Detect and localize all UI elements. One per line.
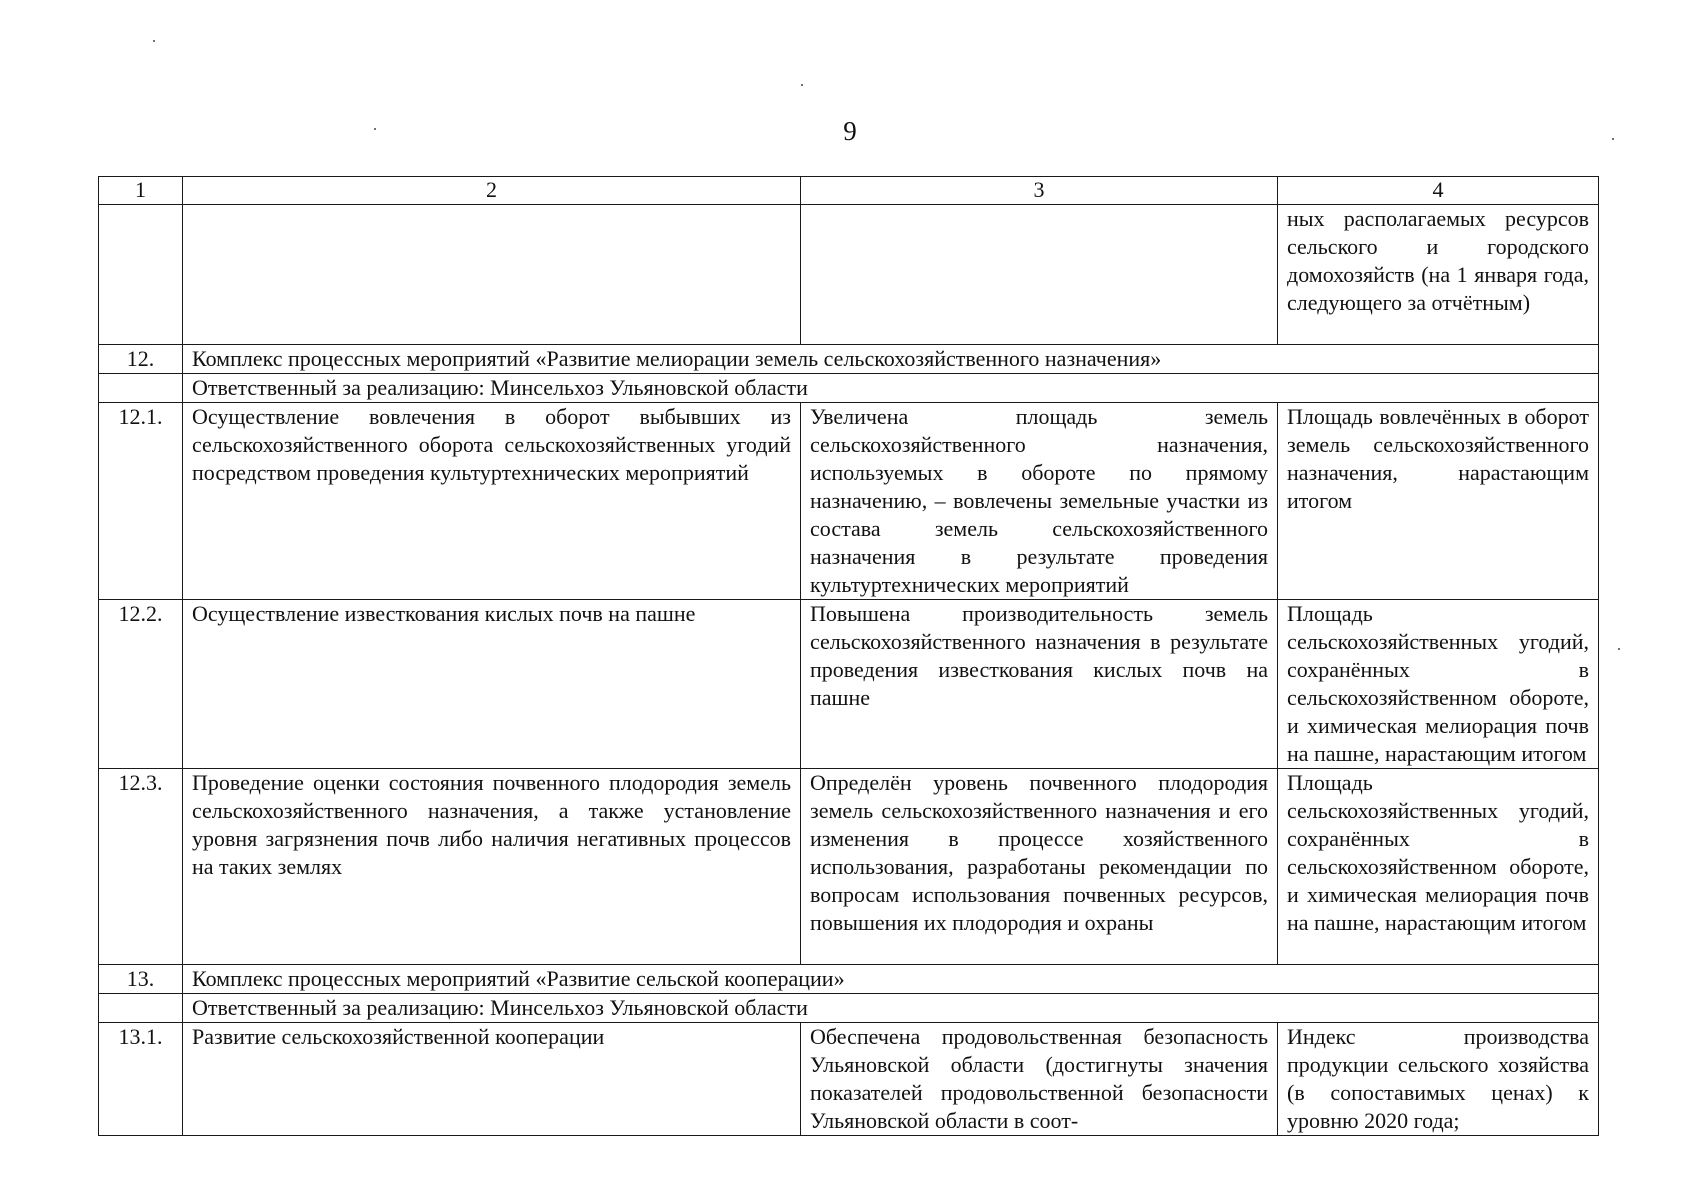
column-number-4: 4 <box>1278 177 1599 205</box>
table-row <box>99 403 1599 600</box>
section-responsible-row <box>99 994 1599 1023</box>
section-responsible: Ответственный за реализацию: Минсельхоз Ульяновской области <box>183 994 1599 1023</box>
table-row <box>99 1023 1599 1136</box>
row-number-cell <box>99 205 183 345</box>
scan-speck <box>153 40 155 42</box>
indicator-cell: Площадь сельскохозяйственных угодий, сохранённых в сельскохозяйственном обороте, и химическая мелиорация почв на пашне, нарастающим итогом <box>1278 600 1599 769</box>
column-number-2: 2 <box>183 177 801 205</box>
row-number-cell <box>99 994 183 1023</box>
task-cell: Осуществление вовлечения в оборот выбывших из сельскохозяйственного оборота сельскохозяйственных угодий посредством проведения культуртехнических мероприятий <box>183 403 801 600</box>
row-number: 12.3. <box>99 769 183 965</box>
indicator-cell: Площадь сельскохозяйственных угодий, сохранённых в сельскохозяйственном обороте, и химическая мелиорация почв на пашне, нарастающим итогом <box>1278 769 1599 965</box>
task-cell: Развитие сельскохозяйственной кооперации <box>183 1023 801 1136</box>
indicator-cell: ных располагаемых ресурсов сельского и городского домохозяйств (на 1 января года, следующего за отчётным) <box>1278 205 1599 345</box>
row-number: 12.1. <box>99 403 183 600</box>
column-number-1: 1 <box>99 177 183 205</box>
section-number: 12. <box>99 345 183 374</box>
task-cell: Проведение оценки состояния почвенного плодородия земель сельскохозяйственного назначения, а также установление уровня загрязнения почв либо наличия негативных процессов на таких землях <box>183 769 801 965</box>
indicator-cell: Индекс производства продукции сельского хозяйства (в сопоставимых ценах) к уровню 2020 года; <box>1278 1023 1599 1136</box>
measures-table <box>98 176 1599 1136</box>
page-number: 9 <box>843 116 857 146</box>
result-cell: Увеличена площадь земель сельскохозяйственного назначения, используемых в обороте по прямому назначению, – вовлечены земельные участки из состава земель сельскохозяйственного назначения в результате проведения культуртехнических мероприятий <box>801 403 1278 600</box>
section-responsible-row <box>99 374 1599 403</box>
section-title-row <box>99 965 1599 994</box>
result-cell: Определён уровень почвенного плодородия земель сельскохозяйственного назначения и его изменения в процессе хозяйственного использования, разработаны рекомендации по вопросам использования почвенных ресурсов, повышения их плодородия и охраны <box>801 769 1278 965</box>
row-number: 13.1. <box>99 1023 183 1136</box>
section-title: Комплекс процессных мероприятий «Развитие сельской кооперации» <box>183 965 1599 994</box>
section-number: 13. <box>99 965 183 994</box>
table-row <box>99 769 1599 965</box>
section-responsible: Ответственный за реализацию: Минсельхоз Ульяновской области <box>183 374 1599 403</box>
column-number-3: 3 <box>801 177 1278 205</box>
scan-speck <box>374 128 376 130</box>
table-row <box>99 600 1599 769</box>
scan-speck <box>1618 648 1620 650</box>
section-title-row <box>99 345 1599 374</box>
section-title: Комплекс процессных мероприятий «Развитие мелиорации земель сельскохозяйственного назначения» <box>183 345 1599 374</box>
scan-speck <box>801 84 803 86</box>
table-header-row <box>99 177 1599 205</box>
row-number-cell <box>99 374 183 403</box>
indicator-cell: Площадь вовлечённых в оборот земель сельскохозяйственного назначения, нарастающим итогом <box>1278 403 1599 600</box>
row-number: 12.2. <box>99 600 183 769</box>
table-row <box>99 205 1599 345</box>
task-cell <box>183 205 801 345</box>
task-cell: Осуществление известкования кислых почв на пашне <box>183 600 801 769</box>
result-cell: Повышена производительность земель сельскохозяйственного назначения в результате проведения известкования кислых почв на пашне <box>801 600 1278 769</box>
result-cell <box>801 205 1278 345</box>
scan-speck <box>1612 138 1614 140</box>
result-cell: Обеспечена продовольственная безопасность Ульяновской области (достигнуты значения показателей продовольственной безопасности Ульяновской области в соот- <box>801 1023 1278 1136</box>
